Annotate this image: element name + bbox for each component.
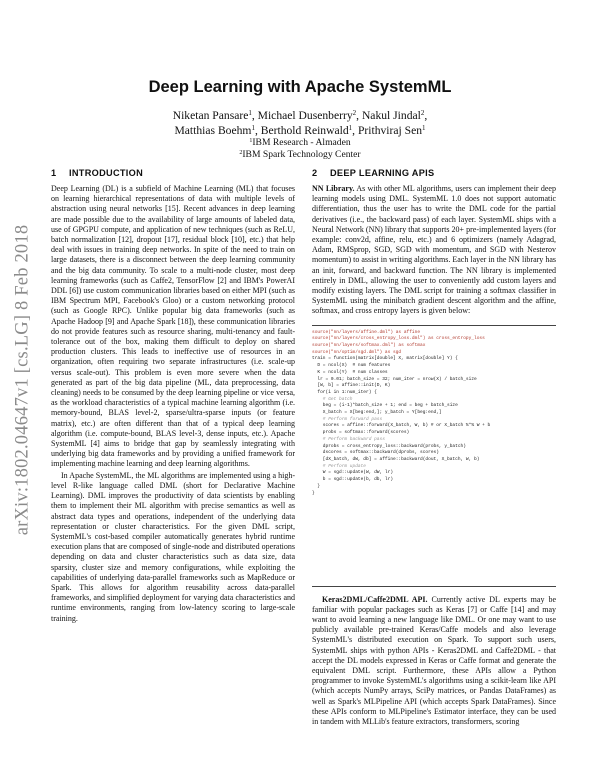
author-name: Nakul Jindal	[361, 109, 421, 122]
code-line: source("nn/layers/affine.dml") as affine	[312, 329, 421, 335]
section-heading-introduction	[51, 168, 295, 182]
keras2dml-lead: Keras2DML/Caffe2DML API.	[322, 594, 428, 604]
author-affiliation-mark: 1	[348, 124, 353, 132]
code-line: train = function(matrix[double] X, matrix[double] Y) {	[312, 356, 458, 362]
code-line: scores = affine::forward(X_batch, W, b) # or X_batch %*% W + b	[312, 423, 491, 429]
code-line: [dX_batch, dW, db] = affine::backward(dout, X_batch, W, b)	[312, 457, 480, 462]
right-column	[312, 168, 556, 727]
code-line: dprobs = cross_entropy_loss::backward(probs, y_batch)	[312, 443, 466, 449]
code-line: source("nn/layers/cross_entropy_loss.dml") as cross_entropy_loss	[312, 336, 485, 342]
nn-library-text: As with other ML algorithms, users can implement their deep learning models using DML. SystemML 1.0 does not support automatic differentiation, thus the user has to write the DML code for the partial derivatives (i.e., the backward pass) of each layer. SystemML ships with a Neural Network (NN) library that supports 20+ pre-implemented layers (for example: conv2d, affine, relu, etc.) and 6 optimizers (namely Adagrad, Adam, RMSprop, SGD, SGD with momentum, and SGD with Nesterov momentum) to assist in writing algorithms. Each layer in the NN library has an init, forward, and backward function. The NN library is implemented entirely in DML, allowing the user to conveniently add custom layers and modify existing layers. The DML script for training a softmax classifier in SystemML using the minibatch gradient descent algorithm and the affine, softmax, and cross entropy layers is given below:	[312, 184, 556, 316]
section-number: 1	[51, 168, 57, 178]
author-name: Michael Dusenberry	[257, 109, 353, 122]
code-line: }	[312, 490, 315, 496]
keras2dml-text: Currently active DL experts may be familiar with popular packages such as Keras [7] or Caffe [14] and may want to avoid learning a new language like DML. Or one may want to use publicly available pre-trained Keras/Caffe models and also leverage SystemML's distributed execution on Spark. To support such users, SystemML ships with python APIs - Keras2DML and Caffe2DML - that accept the DL models expressed in Keras or Caffe format and generate the equivalent DML script. Furthermore, these APIs allow a Python programmer to invoke SystemML's algorithms using a scikit-learn like API (which accepts NumPy arrays, SciPy matrices, or Pandas DataFrames) as well as Spark's MLPipeline API (which accepts Spark DataFrames). Since these APIs conform to MLPipeline's Estimator interface, they can be used in tandem with MLLib's feature extractors, transformers, scoring	[312, 594, 556, 727]
code-line: K = ncol(Y) # num classes	[312, 369, 388, 375]
section-heading-deep-learning-apis	[312, 168, 556, 182]
affiliation-2	[0, 149, 600, 160]
code-line: X_batch = X[beg:end,]; y_batch = Y[beg:end,]	[312, 410, 442, 416]
code-line: lr = 0.01; batch_size = 32; num_iter = nrow(X) / batch_size	[312, 376, 477, 382]
code-line: # Perform update	[312, 463, 367, 469]
author-affiliation-mark: 1	[422, 124, 426, 132]
code-line: }	[312, 483, 321, 489]
author-affiliation-mark: 1	[251, 124, 255, 132]
code-line: beg = (i-1)*batch_size + 1; end = beg + batch_size	[312, 403, 458, 409]
author-affiliation-mark: 2	[352, 109, 357, 117]
author-list	[0, 108, 600, 138]
code-line: probs = softmax::forward(scores)	[312, 430, 410, 436]
code-line: b = sgd::update(b, db, lr)	[312, 477, 394, 483]
author-name: Prithviraj Sen	[357, 124, 423, 137]
section-title: DEEP LEARNING APIS	[330, 168, 435, 178]
code-line: dscores = softmax::backward(dprobs, scores)	[312, 450, 439, 456]
code-line: # Perform backward pass	[312, 436, 385, 442]
author-line-1: Niketan Pansare$^1$, Michael Dusenberry$^2$, Nakul Jindal$^2$,	[172, 109, 428, 122]
author-name: Niketan Pansare	[172, 109, 249, 122]
author-name: Berthold Reinwald	[260, 124, 349, 137]
affiliation-name: IBM Research - Almaden	[252, 137, 351, 148]
code-line: source("nn/layers/softmax.dml") as softmax	[312, 343, 426, 349]
code-line: source("nn/optim/sgd.dml") as sgd	[312, 349, 402, 355]
keras2dml-paragraph	[312, 595, 556, 728]
left-column	[51, 168, 295, 624]
nn-library-lead: NN Library.	[312, 184, 355, 193]
arxiv-stamp	[6, 190, 40, 570]
section-number: 2	[312, 168, 318, 178]
affiliation-mark: 1	[249, 138, 253, 144]
code-line: D = ncol(X) # num features	[312, 363, 391, 369]
author-affiliation-mark: 2	[420, 109, 425, 117]
affiliation-name: IBM Spark Technology Center	[242, 149, 361, 160]
code-line: # Get batch	[312, 396, 353, 402]
dml-code	[312, 330, 556, 498]
author-affiliation-mark: 1	[248, 109, 252, 117]
code-line: for(i in 1:num_iter) {	[312, 389, 377, 395]
section-title: INTRODUCTION	[69, 168, 144, 178]
intro-paragraph-2: In Apache SystemML, the ML algorithms are implemented using a high-level R-like language called DML (short for Declarative Machine Learning). DML improves the productivity of data scientists by enabling them to implement their ML algorithm with precise semantics as well as abstract data types and operations, independent of the underlying data representation or cluster characteristics. For the given DML script, SystemML's cost-based compiler automatically generates hybrid runtime execution plans that are composed of single-node and distributed operations depending on data and cluster characteristics such as data size, data sparsity, cluster size and memory configurations, while exploiting the capabilities of underlying data-parallel frameworks such as MapReduce or Spark. This allows for algorithm reusability across data-parallel frameworks, and simplified deployment for varying data characteristics and runtime environments, ranging from low-latency scoring to large-scale training.	[51, 470, 295, 623]
code-line: [W, b] = affine::init(D, K)	[312, 383, 391, 389]
author-name: Matthias Boehm	[174, 124, 252, 137]
affiliation-mark: 2	[239, 150, 243, 156]
code-line: W = sgd::update(W, dW, lr)	[312, 470, 394, 476]
dml-code-listing	[312, 325, 556, 587]
code-line: # Perform forward pass	[312, 416, 383, 422]
intro-paragraph-1: Deep Learning (DL) is a subfield of Machine Learning (ML) that focuses on learning hierarchical representations of data with multiple levels of abstraction using neural networks [15]. Recent advances in deep learning are made possible due to the availability of large amounts of labeled data, use of GPGPU compute, and application of new techniques (such as ReLU, batch normalization [12], dropout [17], residual block [10], etc.) that help deal with issues in training deep networks. In spite of the need to train on large datasets, there is a disconnect between the deep learning community and the big data community. To scale to a multi-node cluster, most deep learning frameworks (such as Caffe2, TensorFlow [2] and IBM's PowerAI DDL [6]) use custom communication libraries based on either MPI (such as IBM Spectrum MPI, Facebook's Gloo) or a custom networking protocol (such as Google RPC). Unlike popular big data frameworks (such as Apache Hadoop [9] and Apache Spark [18]), these communication libraries do not provide features such as resource sharing, multi-tenancy and fault-tolerance out of the box, making them difficult to deploy on shared production clusters. This leads to ineffective use of resources in an organization, often requiring two separate infrastructures (i.e. scale-up versus scale-out). This problem is even more severe when the data generated as part of the big data pipeline (ML, data preprocessing, data cleaning) needs to be consumed by the deep learning pipeline or vice versa, as the workload characteristics of a typical machine learning algorithm (i.e. memory-bound, BLAS level-2, sparse/ultra-sparse inputs (or feature matrix), etc.) are often different than that of a typical deep learning algorithm (i.e. compute-bound, BLAS level-3, dense inputs, etc.). Apache SystemML [4] aims to bridge that gap by seamlessly integrating with underlying big data frameworks and by providing a unified framework for implementing machine learning and deep learning algorithms.	[51, 184, 295, 469]
affiliation-1	[0, 137, 600, 148]
arxiv-stamp-text: arXiv:1802.04647v1 [cs.LG] 8 Feb 2018	[12, 224, 33, 536]
nn-library-paragraph	[312, 184, 556, 317]
author-line-2: Matthias Boehm$^1$, Berthold Reinwald$^1$, Prithviraj Sen$^1$	[174, 124, 426, 137]
paper-title: Deep Learning with Apache SystemML	[148, 78, 452, 96]
